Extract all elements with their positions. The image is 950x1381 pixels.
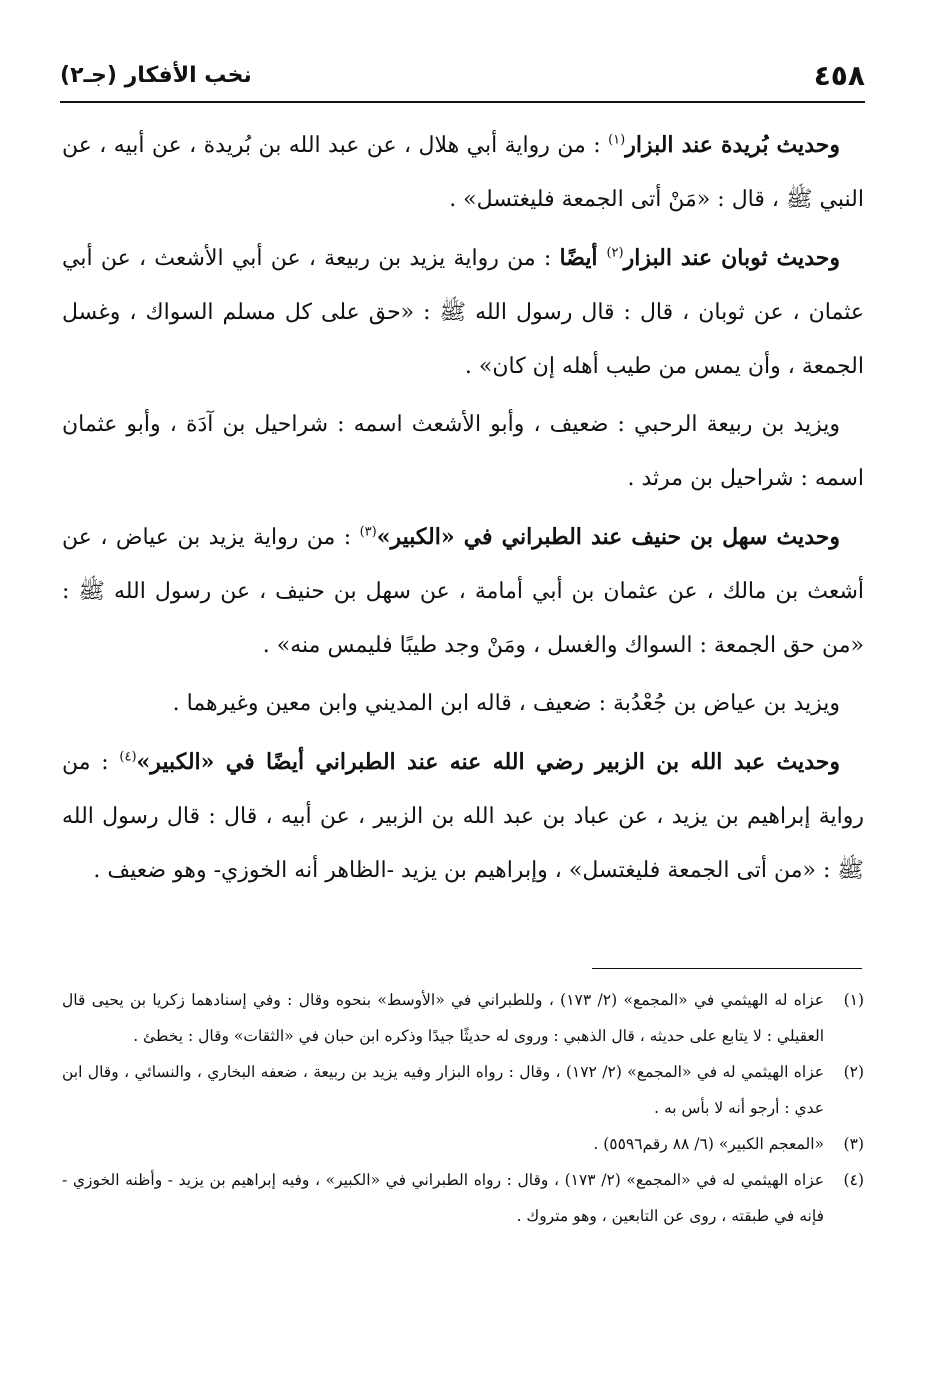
footnote-text: عزاه الهيثمي له في «المجمع» (٢/ ١٧٢) ، وقال : رواه البزار وفيه يزيد بن ربيعة ، ضعفه البخاري ، والنسائي ، وقال ابن عدي : أرجو أنه لا بأس به . (62, 1063, 825, 1117)
footnote-number: (٣) (843, 1135, 864, 1153)
footnote-number: (٤) (843, 1171, 864, 1189)
paragraph-ibn-zubayr-hadith (62, 735, 864, 898)
footnote-number: (٢) (843, 1063, 865, 1081)
paragraph-lead: وحديث عبد الله بن الزبير رضي الله عنه عند الطبراني أيضًا في «الكبير» (136, 749, 840, 775)
paragraph-buraydah-hadith (62, 118, 864, 227)
paragraph-lead: وحديث بُريدة عند البزار (625, 132, 841, 158)
footnote-ref: (٤) (119, 749, 137, 765)
footnotes (62, 982, 864, 1234)
footnote-divider (592, 968, 862, 969)
page-number: ٤٥٨ (813, 58, 865, 92)
footnote-number: (١) (843, 991, 865, 1009)
page-header (60, 55, 865, 95)
paragraph-text: : من رواية إبراهيم بن يزيد ، عن عباد بن عبد الله بن الزبير ، عن أبيه ، قال : قال رسول الله ﷺ : «من أتى الجمعة فليغتسل» ، وإبراهيم بن يزيد -الظاهر أنه الخوزي- وهو ضعيف . (62, 750, 864, 883)
footnote-text: «المعجم الكبير» (٦/ ٨٨ رقم٥٥٩٦) . (593, 1135, 824, 1153)
footnote-3 (62, 1126, 864, 1162)
footnote-2 (62, 1054, 864, 1126)
paragraph-lead: وحديث ثوبان عند البزار (623, 245, 840, 271)
paragraph-thawban-hadith (62, 231, 864, 394)
paragraph-text: : من رواية أبي هلال ، عن عبد الله بن بُريدة ، عن أبيه ، عن النبي ﷺ ، قال : «مَنْ أتى الجمعة فليغتسل» . (62, 133, 864, 212)
paragraph-lead-after: أيضًا (559, 245, 607, 271)
paragraph-lead: وحديث سهل بن حنيف عند الطبراني في «الكبير» (376, 524, 840, 550)
paragraph-text: : من رواية يزيد بن ربيعة ، عن أبي الأشعث ، عن أبي عثمان ، عن ثوبان ، قال : قال رسول الله ﷺ : «حق على كل مسلم السواك ، وغسل الجمعة ، وأن يمس من طيب أهله إن كان» . (62, 246, 864, 379)
main-text (62, 118, 864, 902)
running-title: نخب الأفكار (جـ٢) (60, 62, 252, 88)
header-rule (60, 101, 865, 103)
footnote-text: عزاه الهيثمي له في «المجمع» (٢/ ١٧٣) ، وقال : رواه الطبراني في «الكبير» ، وفيه إبراهيم بن يزيد - وأظنه الخوزي - فإنه في طبقته ، روى عن التابعين ، وهو متروك . (62, 1171, 824, 1225)
footnote-text: عزاه له الهيثمي في «المجمع» (٢/ ١٧٣) ، وللطبراني في «الأوسط» بنحوه وقال : وفي إسنادهما زكريا بن يحيى قال العقيلي : لا يتابع على حديثه ، قال الذهبي : وروى له حديثًا جيدًا وذكره ابن حبان في «الثقات» وقال : يخطئ . (62, 991, 825, 1045)
footnote-ref: (٢) (606, 245, 624, 261)
footnote-ref: (١) (608, 132, 626, 148)
footnote-1 (62, 982, 864, 1054)
paragraph-text: ويزيد بن عياض بن جُعْدُبة : ضعيف ، قاله ابن المديني وابن معين وغيرهما . (172, 691, 840, 716)
paragraph-narrator-note (62, 677, 864, 731)
paragraph-text: ويزيد بن ربيعة الرحبي : ضعيف ، وأبو الأشعث اسمه : شراحيل بن آدَة ، وأبو عثمان اسمه : شراحيل بن مرثد . (62, 412, 864, 491)
footnote-4 (62, 1162, 864, 1234)
paragraph-sahl-hadith (62, 510, 864, 673)
paragraph-text: : من رواية يزيد بن عياض ، عن أشعث بن مالك ، عن عثمان بن أبي أمامة ، عن سهل بن حنيف ، عن رسول الله ﷺ : «من حق الجمعة : السواك والغسل ، ومَنْ وجد طيبًا فليمس منه» . (62, 525, 864, 658)
footnote-ref: (٣) (359, 524, 377, 540)
paragraph-narrator-note (62, 398, 864, 506)
